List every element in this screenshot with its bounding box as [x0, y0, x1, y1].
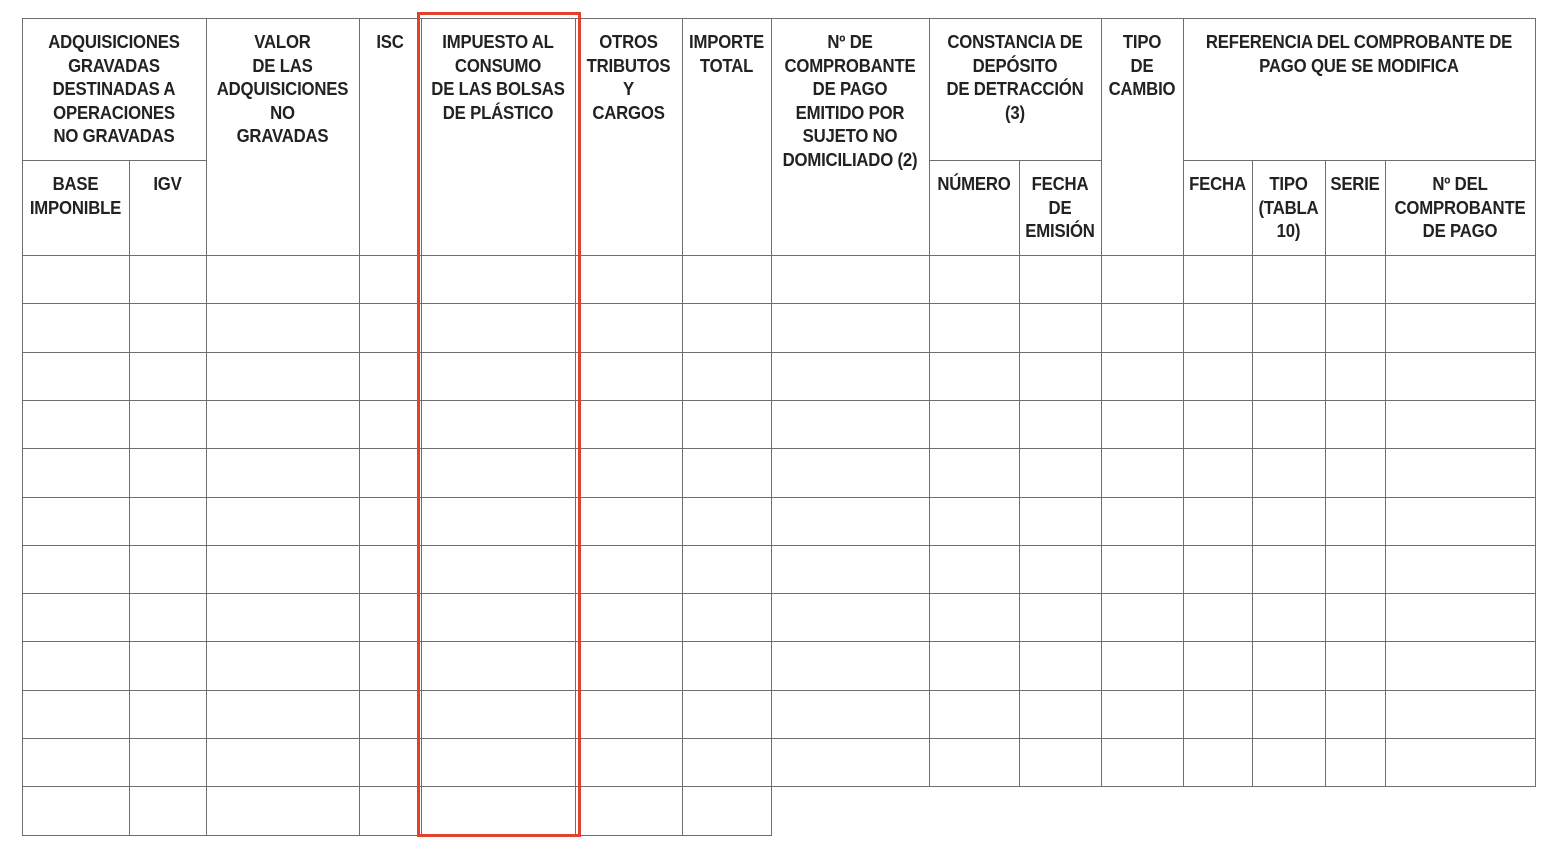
- table-cell-isc: [360, 642, 421, 690]
- table-cell-nro_comprobante: [1386, 256, 1535, 303]
- table-cell-numero: [930, 594, 1019, 641]
- table-cell-comprobante_no_domiciliado: [772, 739, 929, 786]
- table-cell-icbper: [422, 642, 575, 690]
- table-cell-importe_total: [683, 691, 771, 738]
- table-cell-base_imponible: [23, 691, 129, 738]
- table-cell-nro_comprobante: [1386, 304, 1535, 352]
- table-cell-isc: [360, 691, 421, 738]
- header-igv: IGV: [153, 174, 182, 194]
- table-cell-tipo_tabla: [1253, 353, 1325, 400]
- table-cell-numero: [930, 449, 1019, 497]
- table-cell-otros_tributos: [576, 353, 682, 400]
- table-cell-valor_no_gravadas: [207, 353, 359, 400]
- table-cell-nro_comprobante: [1386, 691, 1535, 738]
- table-cell-igv: [130, 642, 206, 690]
- table-cell-isc: [360, 449, 421, 497]
- table-cell-otros_tributos: [576, 546, 682, 593]
- table-cell-icbper: [422, 401, 575, 448]
- table-cell-importe_total: [683, 401, 771, 448]
- table-cell-isc: [360, 546, 421, 593]
- table-cell-igv: [130, 691, 206, 738]
- table-cell-icbper: [422, 304, 575, 352]
- table-cell-fecha_emision: [1020, 594, 1101, 641]
- table-cell-igv: [130, 739, 206, 786]
- table-cell-tipo_cambio: [1102, 642, 1183, 690]
- table-cell-igv: [130, 449, 206, 497]
- table-cell-serie: [1326, 353, 1385, 400]
- table-cell-icbper: [422, 498, 575, 545]
- header-tipo-cambio: TIPO DE CAMBIO: [1108, 32, 1176, 99]
- column-line: [1535, 18, 1536, 787]
- table-cell-tipo_cambio: [1102, 546, 1183, 593]
- header-tipo-tabla: TIPO (TABLA 10): [1258, 174, 1319, 241]
- table-cell-importe_total: [683, 642, 771, 690]
- table-cell-tipo_cambio: [1102, 401, 1183, 448]
- table-cell-otros_tributos: [576, 594, 682, 641]
- table-cell-serie: [1326, 304, 1385, 352]
- table-cell-importe_total: [683, 787, 771, 835]
- table-cell-isc: [360, 304, 421, 352]
- table-cell-icbper: [422, 739, 575, 786]
- table-cell-numero: [930, 691, 1019, 738]
- table-cell-serie: [1326, 498, 1385, 545]
- table-cell-importe_total: [683, 739, 771, 786]
- table-cell-tipo_cambio: [1102, 594, 1183, 641]
- table-cell-numero: [930, 546, 1019, 593]
- header-adquisiciones-gravadas: ADQUISICIONES GRAVADAS DESTINADAS A OPERACIONES NO GRAVADAS: [48, 32, 180, 146]
- table-cell-icbper: [422, 256, 575, 303]
- table-cell-base_imponible: [23, 401, 129, 448]
- table-cell-tipo_tabla: [1253, 304, 1325, 352]
- table-cell-isc: [360, 256, 421, 303]
- table-cell-numero: [930, 498, 1019, 545]
- table-cell-fecha: [1184, 353, 1252, 400]
- table-cell-fecha_emision: [1020, 691, 1101, 738]
- table-cell-importe_total: [683, 256, 771, 303]
- table-cell-tipo_tabla: [1253, 546, 1325, 593]
- table-cell-fecha_emision: [1020, 739, 1101, 786]
- table-cell-tipo_cambio: [1102, 739, 1183, 786]
- table-cell-igv: [130, 256, 206, 303]
- table-cell-fecha_emision: [1020, 353, 1101, 400]
- table-cell-numero: [930, 642, 1019, 690]
- table-cell-comprobante_no_domiciliado: [772, 594, 929, 641]
- table-cell-comprobante_no_domiciliado: [772, 256, 929, 303]
- table-cell-comprobante_no_domiciliado: [772, 353, 929, 400]
- table-cell-igv: [130, 353, 206, 400]
- table-cell-nro_comprobante: [1386, 594, 1535, 641]
- table-cell-igv: [130, 304, 206, 352]
- table-cell-icbper: [422, 353, 575, 400]
- header-otros-tributos: OTROS TRIBUTOS Y CARGOS: [586, 32, 671, 123]
- table-cell-tipo_tabla: [1253, 449, 1325, 497]
- table-cell-numero: [930, 256, 1019, 303]
- table-cell-nro_comprobante: [1386, 498, 1535, 545]
- table-cell-comprobante_no_domiciliado: [772, 546, 929, 593]
- table-cell-valor_no_gravadas: [207, 642, 359, 690]
- table-cell-nro_comprobante: [1386, 401, 1535, 448]
- table-cell-isc: [360, 594, 421, 641]
- table-cell-tipo_cambio: [1102, 256, 1183, 303]
- header-nro-comprobante: Nº DEL COMPROBANTE DE PAGO: [1394, 174, 1526, 241]
- table-cell-otros_tributos: [576, 739, 682, 786]
- header-importe-total: IMPORTE TOTAL: [689, 32, 764, 76]
- table-cell-base_imponible: [23, 642, 129, 690]
- table-cell-fecha_emision: [1020, 642, 1101, 690]
- table-cell-importe_total: [683, 449, 771, 497]
- table-cell-fecha_emision: [1020, 401, 1101, 448]
- header-serie: SERIE: [1330, 174, 1380, 194]
- table-cell-comprobante_no_domiciliado: [772, 691, 929, 738]
- table-cell-serie: [1326, 401, 1385, 448]
- table-cell-valor_no_gravadas: [207, 401, 359, 448]
- table-cell-numero: [930, 739, 1019, 786]
- table-cell-fecha_emision: [1020, 256, 1101, 303]
- table-bottom-border: [22, 835, 772, 836]
- table-cell-otros_tributos: [576, 498, 682, 545]
- table-cell-valor_no_gravadas: [207, 739, 359, 786]
- table-cell-otros_tributos: [576, 691, 682, 738]
- table-cell-tipo_cambio: [1102, 353, 1183, 400]
- table-cell-fecha: [1184, 498, 1252, 545]
- table-cell-base_imponible: [23, 594, 129, 641]
- header-isc: ISC: [376, 32, 404, 52]
- table-cell-fecha: [1184, 401, 1252, 448]
- table-cell-fecha: [1184, 642, 1252, 690]
- table-cell-tipo_cambio: [1102, 304, 1183, 352]
- table-cell-importe_total: [683, 498, 771, 545]
- table-cell-otros_tributos: [576, 304, 682, 352]
- table-cell-importe_total: [683, 546, 771, 593]
- table-cell-igv: [130, 594, 206, 641]
- table-cell-base_imponible: [23, 739, 129, 786]
- table-cell-icbper: [422, 691, 575, 738]
- table-cell-otros_tributos: [576, 642, 682, 690]
- table-cell-base_imponible: [23, 498, 129, 545]
- table-cell-comprobante_no_domiciliado: [772, 642, 929, 690]
- table-cell-comprobante_no_domiciliado: [772, 449, 929, 497]
- table-cell-icbper: [422, 449, 575, 497]
- table-cell-fecha_emision: [1020, 546, 1101, 593]
- table-cell-comprobante_no_domiciliado: [772, 304, 929, 352]
- table-cell-numero: [930, 353, 1019, 400]
- table-cell-base_imponible: [23, 546, 129, 593]
- table-cell-serie: [1326, 449, 1385, 497]
- table-cell-igv: [130, 498, 206, 545]
- table-cell-tipo_tabla: [1253, 642, 1325, 690]
- table-cell-otros_tributos: [576, 256, 682, 303]
- table-cell-icbper: [422, 594, 575, 641]
- table-cell-base_imponible: [23, 787, 129, 835]
- table-cell-nro_comprobante: [1386, 449, 1535, 497]
- table-cell-serie: [1326, 594, 1385, 641]
- table-cell-isc: [360, 739, 421, 786]
- table-cell-base_imponible: [23, 256, 129, 303]
- table-cell-tipo_tabla: [1253, 498, 1325, 545]
- table-cell-numero: [930, 304, 1019, 352]
- table-cell-base_imponible: [23, 449, 129, 497]
- table-cell-valor_no_gravadas: [207, 449, 359, 497]
- table-cell-nro_comprobante: [1386, 353, 1535, 400]
- header-numero: NÚMERO: [937, 174, 1011, 194]
- table-cell-valor_no_gravadas: [207, 594, 359, 641]
- table-cell-isc: [360, 401, 421, 448]
- table-cell-fecha: [1184, 739, 1252, 786]
- table-cell-fecha: [1184, 304, 1252, 352]
- table-cell-valor_no_gravadas: [207, 691, 359, 738]
- table-cell-isc: [360, 498, 421, 545]
- table-cell-otros_tributos: [576, 401, 682, 448]
- table-cell-fecha_emision: [1020, 304, 1101, 352]
- table-cell-serie: [1326, 256, 1385, 303]
- header-icbper: IMPUESTO AL CONSUMO DE LAS BOLSAS DE PLÁSTICO: [431, 32, 565, 123]
- table-cell-tipo_tabla: [1253, 594, 1325, 641]
- header-valor-no-gravadas: VALOR DE LAS ADQUISICIONES NO GRAVADAS: [216, 32, 349, 146]
- table-cell-tipo_cambio: [1102, 691, 1183, 738]
- table-cell-igv: [130, 787, 206, 835]
- table-cell-otros_tributos: [576, 449, 682, 497]
- table-cell-icbper: [422, 546, 575, 593]
- table-cell-valor_no_gravadas: [207, 304, 359, 352]
- header-fecha-emision: FECHA DE EMISIÓN: [1025, 174, 1095, 241]
- table-cell-importe_total: [683, 594, 771, 641]
- table-cell-valor_no_gravadas: [207, 546, 359, 593]
- table-cell-nro_comprobante: [1386, 739, 1535, 786]
- table-cell-nro_comprobante: [1386, 642, 1535, 690]
- table-cell-fecha: [1184, 449, 1252, 497]
- table-cell-icbper: [422, 787, 575, 835]
- table-cell-fecha: [1184, 594, 1252, 641]
- table-cell-tipo_tabla: [1253, 739, 1325, 786]
- table-cell-serie: [1326, 642, 1385, 690]
- table-cell-fecha_emision: [1020, 498, 1101, 545]
- table-cell-base_imponible: [23, 353, 129, 400]
- table-cell-importe_total: [683, 353, 771, 400]
- header-constancia-detraccion: CONSTANCIA DE DEPÓSITO DE DETRACCIÓN (3): [946, 32, 1084, 123]
- table-cell-otros_tributos: [576, 787, 682, 835]
- table-cell-fecha_emision: [1020, 449, 1101, 497]
- table-cell-fecha: [1184, 256, 1252, 303]
- table-cell-igv: [130, 401, 206, 448]
- header-comprobante-no-domiciliado: Nº DE COMPROBANTE DE PAGO EMITIDO POR SUJETO NO DOMICILIADO (2): [782, 32, 918, 170]
- table-cell-serie: [1326, 546, 1385, 593]
- header-fecha: FECHA: [1189, 174, 1246, 194]
- table-cell-tipo_tabla: [1253, 691, 1325, 738]
- table-cell-tipo_tabla: [1253, 401, 1325, 448]
- table-cell-fecha: [1184, 691, 1252, 738]
- table-cell-valor_no_gravadas: [207, 256, 359, 303]
- table-cell-importe_total: [683, 304, 771, 352]
- table-cell-tipo_tabla: [1253, 256, 1325, 303]
- table-cell-numero: [930, 401, 1019, 448]
- table-cell-nro_comprobante: [1386, 546, 1535, 593]
- table-cell-tipo_cambio: [1102, 498, 1183, 545]
- header-referencia-comprobante: REFERENCIA DEL COMPROBANTE DE PAGO QUE SE MODIFICA: [1205, 32, 1513, 76]
- table-cell-comprobante_no_domiciliado: [772, 498, 929, 545]
- table-cell-valor_no_gravadas: [207, 787, 359, 835]
- table-cell-comprobante_no_domiciliado: [772, 401, 929, 448]
- table-cell-isc: [360, 787, 421, 835]
- table-cell-serie: [1326, 691, 1385, 738]
- header-base-imponible: BASE IMPONIBLE: [29, 174, 122, 218]
- table-cell-isc: [360, 353, 421, 400]
- table-cell-base_imponible: [23, 304, 129, 352]
- table-cell-tipo_cambio: [1102, 449, 1183, 497]
- table-cell-igv: [130, 546, 206, 593]
- table-cell-fecha: [1184, 546, 1252, 593]
- table-cell-valor_no_gravadas: [207, 498, 359, 545]
- table-cell-serie: [1326, 739, 1385, 786]
